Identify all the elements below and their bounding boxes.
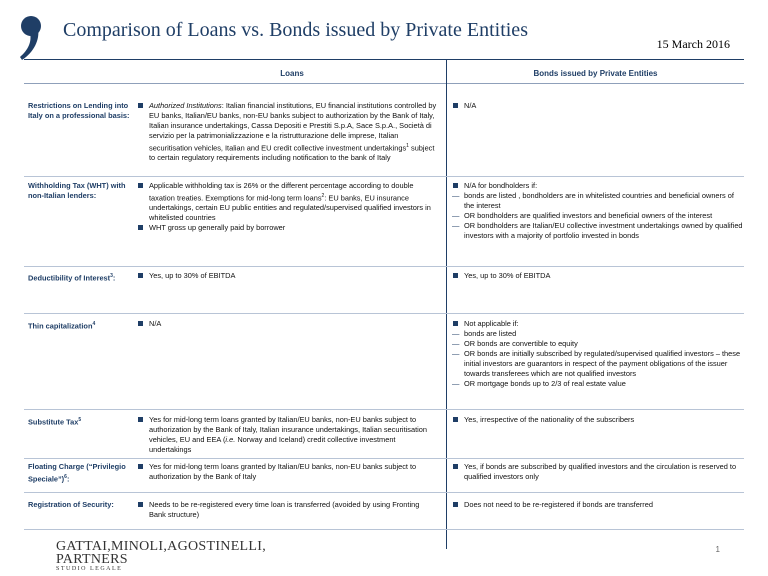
square-bullet-icon bbox=[138, 502, 143, 507]
bonds-cell bbox=[452, 462, 744, 482]
square-bullet-icon bbox=[138, 464, 143, 469]
loans-cell bbox=[137, 500, 437, 520]
page-number: 1 bbox=[715, 545, 720, 554]
item-text: : EU banks, EU insurance undertakings, certain EU public entities and regulated/supervised qualified investors in whitelisted countries bbox=[149, 193, 431, 223]
item-text: subject to certain regulatory requirements including notification to the bank of Italy bbox=[149, 143, 435, 163]
row-divider bbox=[24, 176, 744, 177]
dash-item: — OR bonds are initially subscribed by regulated/supervised qualified investors – these initial investors are guarantors in respect of the payment obligations of the issuer towards transferees which are not qualified investors bbox=[452, 349, 744, 379]
column-header-bonds: Bonds issued by Private Entities bbox=[533, 69, 658, 78]
item-text: Does not need to be re-registered if bonds are transferred bbox=[464, 500, 653, 509]
list-item bbox=[452, 500, 744, 510]
logo-line: GATTAI,MINOLI,AGOSTINELLI, bbox=[56, 539, 267, 554]
item-text: Yes, irrespective of the nationality of the subscribers bbox=[464, 415, 635, 424]
row-divider bbox=[24, 492, 744, 493]
row-divider bbox=[24, 529, 744, 530]
square-bullet-icon bbox=[138, 321, 143, 326]
item-text: Applicable withholding tax is 26% or the different percentage according to double taxation treaties. Exemptions for mid-long term loans bbox=[149, 181, 414, 203]
loans-cell bbox=[137, 319, 437, 329]
list-item bbox=[137, 223, 437, 233]
firm-logo bbox=[56, 539, 266, 572]
row-label bbox=[28, 462, 134, 484]
label-text: Floating Charge (“Privilegio Speciale”) bbox=[28, 462, 126, 484]
list-item bbox=[137, 462, 437, 482]
row-divider bbox=[24, 409, 744, 410]
bonds-cell bbox=[452, 181, 744, 241]
loans-cell bbox=[137, 181, 437, 233]
list-item bbox=[137, 319, 437, 329]
square-bullet-icon bbox=[453, 103, 458, 108]
row-divider bbox=[24, 266, 744, 267]
square-bullet-icon bbox=[138, 225, 143, 230]
header-rule bbox=[24, 83, 744, 84]
list-item bbox=[137, 271, 437, 281]
square-bullet-icon bbox=[453, 183, 458, 188]
row-label bbox=[28, 415, 134, 427]
square-bullet-icon bbox=[138, 183, 143, 188]
item-text: : Italian financial institutions, EU financial institutions controlled by EU banks, Italian/EU banks, non-EU banks subject to authorization by the Bank of Italy, Italian insurance undertakings, Cassa Depositi e Prestiti S.p.A, Sace S.p.A., Società di servizio per la patrimonializzazione e la ristrutturazione delle imprese, Italian securitisation vehicles, Italian and EU credit collective investment undertakings bbox=[149, 101, 437, 153]
item-text: N/A bbox=[149, 319, 162, 328]
item-text: Yes, up to 30% of EBITDA bbox=[149, 271, 236, 280]
footnote-ref: 4 bbox=[92, 321, 96, 327]
item-text: Yes, up to 30% of EBITDA bbox=[464, 271, 551, 280]
list-item bbox=[452, 462, 744, 482]
comma-logo-icon bbox=[18, 14, 44, 64]
label-text: Thin capitalization bbox=[28, 321, 93, 331]
row-label bbox=[28, 319, 134, 331]
logo-line: PARTNERS bbox=[56, 552, 128, 567]
list-item bbox=[452, 101, 744, 111]
item-text: Needs to be re-registered every time loan is transferred (avoided by using Fronting Bank structure) bbox=[149, 500, 420, 519]
row-divider bbox=[24, 313, 744, 314]
list-item bbox=[452, 181, 744, 191]
label-text: : bbox=[112, 273, 116, 283]
row-label: Withholding Tax (WHT) with non-Italian lenders: bbox=[28, 181, 126, 200]
item-text: Not applicable if: bbox=[464, 319, 519, 328]
footnote-ref: 2 bbox=[321, 193, 325, 199]
dash-item: — OR bondholders are Italian/EU collective investment undertakings owned by qualified investors with a majority of portfolio invested in bonds bbox=[452, 221, 744, 241]
list-item bbox=[452, 319, 744, 329]
square-bullet-icon bbox=[138, 273, 143, 278]
bonds-cell bbox=[452, 101, 744, 111]
dash-item: — bonds are listed , bondholders are in whitelisted countries and beneficial owners of the interest bbox=[452, 191, 744, 211]
item-text: Yes, if bonds are subscribed by qualified investors and the circulation is reserved to qualified investors only bbox=[464, 462, 737, 481]
row-label: Restrictions on Lending into Italy on a professional basis: bbox=[28, 101, 130, 120]
page-title: Comparison of Loans vs. Bonds issued by Private Entities bbox=[63, 19, 528, 41]
row-divider bbox=[24, 458, 744, 459]
item-text: N/A for bondholders if: bbox=[464, 181, 538, 190]
dash-item: — OR mortgage bonds up to 2/3 of real estate value bbox=[452, 379, 744, 389]
label-text: Substitute Tax bbox=[28, 417, 79, 427]
loans-cell bbox=[137, 415, 437, 455]
square-bullet-icon bbox=[453, 417, 458, 422]
list-item bbox=[452, 415, 744, 425]
item-text: Norway and Iceland) credit collective investment undertakings bbox=[149, 435, 396, 454]
item-text: i.e. bbox=[225, 435, 236, 444]
square-bullet-icon bbox=[453, 464, 458, 469]
row-label bbox=[28, 271, 134, 283]
square-bullet-icon bbox=[453, 273, 458, 278]
loans-cell bbox=[137, 462, 437, 482]
loans-cell bbox=[137, 101, 437, 163]
list-item bbox=[137, 415, 437, 455]
table-top-rule bbox=[24, 59, 744, 60]
footnote-ref: 3 bbox=[110, 273, 113, 279]
label-text: Deductibility of Interest bbox=[28, 273, 111, 283]
column-header-loans: Loans bbox=[280, 69, 304, 78]
bonds-cell bbox=[452, 319, 744, 389]
footnote-ref: 5 bbox=[78, 417, 82, 423]
item-text: N/A bbox=[464, 101, 477, 110]
row-label: Registration of Security: bbox=[28, 500, 114, 509]
list-item bbox=[137, 181, 437, 223]
list-item bbox=[452, 271, 744, 281]
dash-item: — OR bondholders are qualified investors and beneficial owners of the interest bbox=[452, 211, 744, 221]
list-item bbox=[137, 500, 437, 520]
dash-item: — bonds are listed bbox=[452, 329, 744, 339]
column-divider bbox=[446, 59, 447, 549]
item-text: Yes for mid-long term loans granted by Italian/EU banks, non-EU banks subject to authorization by the Bank of Italy bbox=[149, 462, 417, 481]
square-bullet-icon bbox=[138, 417, 143, 422]
square-bullet-icon bbox=[453, 321, 458, 326]
bonds-cell bbox=[452, 500, 744, 510]
footnote-ref: 6 bbox=[64, 474, 67, 480]
bonds-cell bbox=[452, 271, 744, 281]
item-text: Yes for mid-long term loans granted by Italian/EU banks, non-EU banks subject to authorization by the Bank of Italy, Italian insurance undertakings, Italian securitisation vehicles, EU and EEA ( bbox=[149, 415, 427, 444]
square-bullet-icon bbox=[453, 502, 458, 507]
bonds-cell bbox=[452, 415, 744, 425]
item-text: WHT gross up generally paid by borrower bbox=[149, 223, 286, 233]
square-bullet-icon bbox=[138, 103, 143, 108]
dash-item: — OR bonds are convertible to equity bbox=[452, 339, 744, 349]
term-authorized-institutions: Authorized Institutions bbox=[149, 101, 222, 110]
loans-cell bbox=[137, 271, 437, 281]
label-text: : bbox=[66, 474, 70, 484]
footnote-ref: 1 bbox=[406, 143, 409, 149]
list-item bbox=[137, 101, 437, 163]
document-date: 15 March 2016 bbox=[656, 37, 730, 51]
logo-line: STUDIO LEGALE bbox=[56, 566, 123, 572]
